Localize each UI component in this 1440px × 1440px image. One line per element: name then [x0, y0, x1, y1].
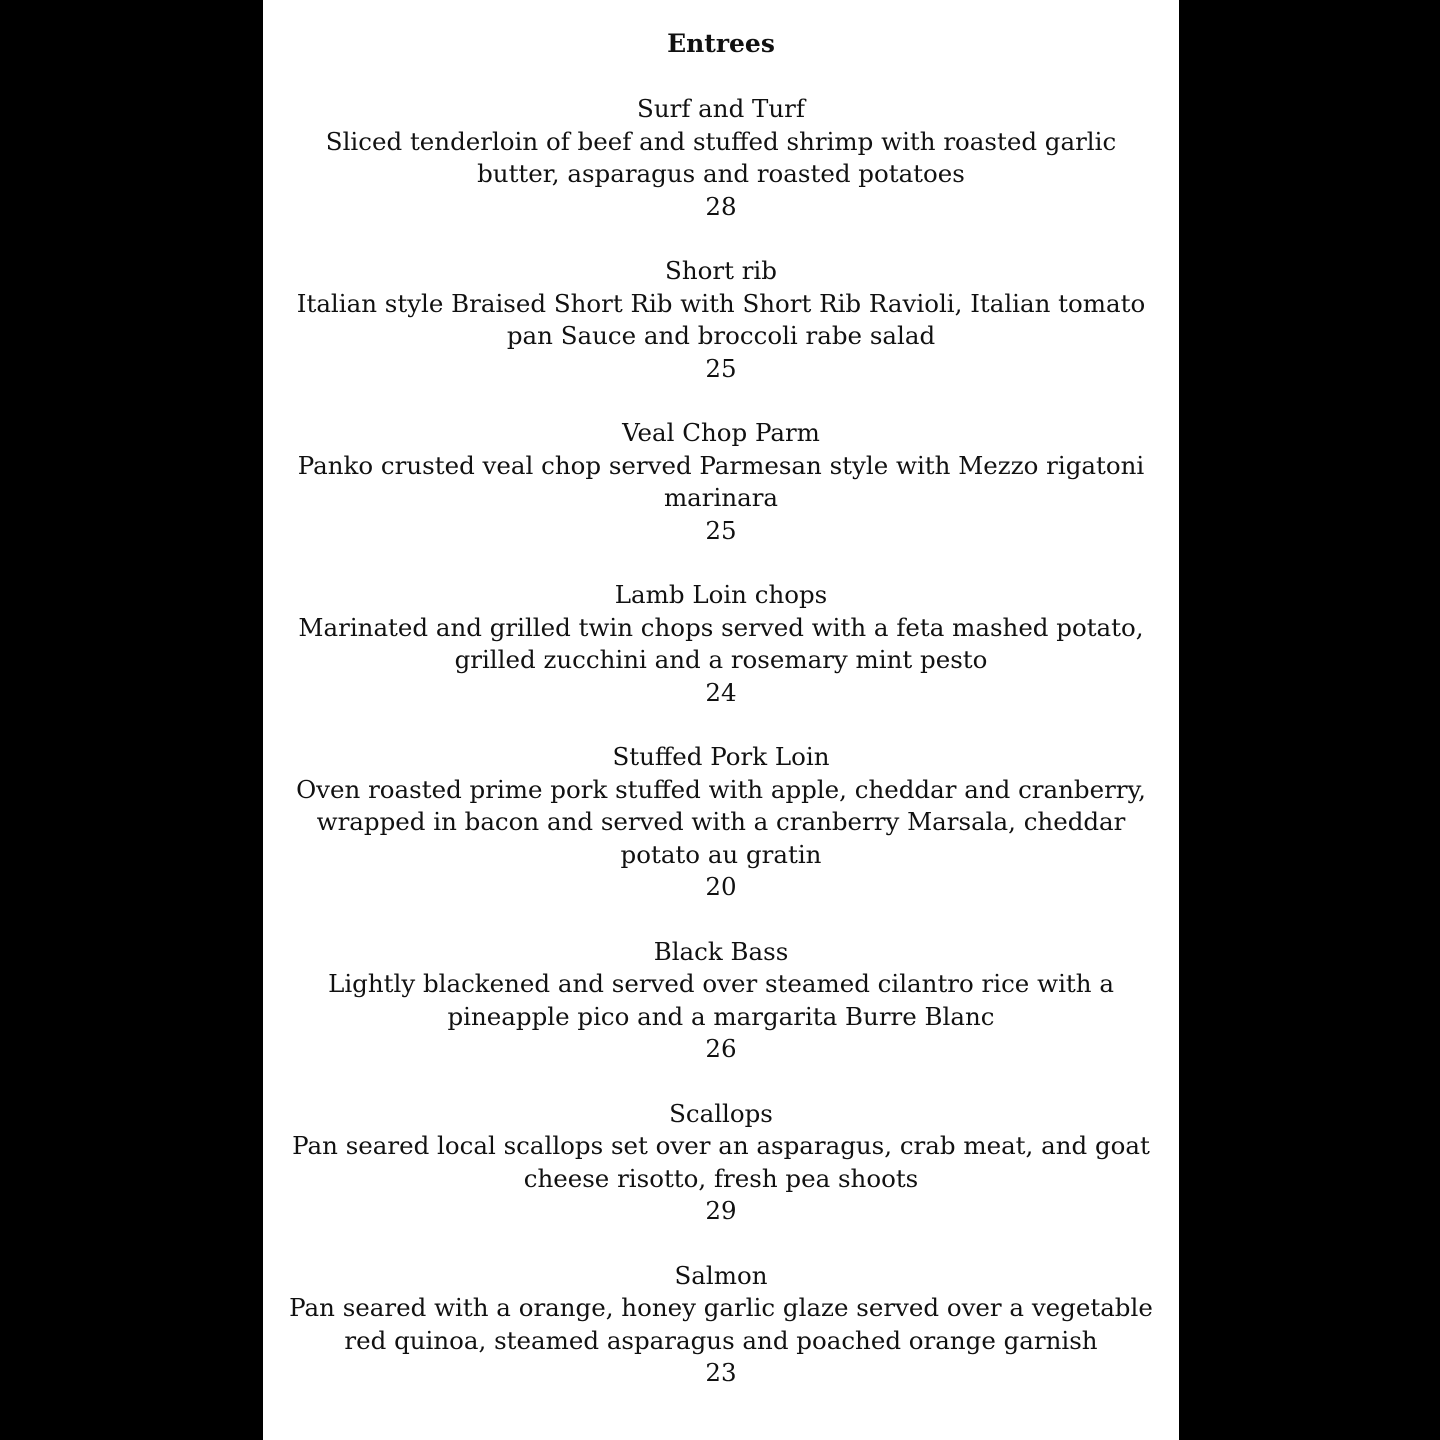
- item-price: 25: [705, 353, 737, 383]
- menu-title: Entrees: [667, 29, 775, 58]
- menu-item: [263, 417, 1179, 547]
- item-price: 23: [705, 1358, 737, 1387]
- item-price: 29: [705, 1196, 737, 1225]
- item-description: Panko crusted veal chop served Parmesan style with Mezzo rigatoni marinara: [297, 450, 1145, 512]
- menu-item: [263, 579, 1179, 709]
- item-price: 25: [705, 515, 737, 545]
- item-description: Marinated and grilled twin chops served with a feta mashed potato, grilled zucchini and a rosemary mint pesto: [298, 612, 1144, 674]
- item-description: Oven roasted prime pork stuffed with apple, cheddar and cranberry, wrapped in bacon and served with a cranberry Marsala, cheddar potato au gratin: [296, 774, 1146, 869]
- item-description: Pan seared with a orange, honey garlic glaze served over a vegetable red quinoa, steamed asparagus and poached orange garnish: [289, 1293, 1153, 1355]
- item-name: Short rib: [665, 256, 777, 285]
- menu-page: [263, 0, 1179, 1440]
- item-description: Lightly blackened and served over steamed cilantro rice with a pineapple pico and a margarita Burre Blanc: [328, 969, 1114, 1031]
- item-name: Salmon: [674, 1260, 768, 1290]
- item-name: Surf and Turf: [637, 94, 805, 123]
- menu-item: [263, 936, 1179, 1066]
- item-description: Sliced tenderloin of beef and stuffed shrimp with roasted garlic butter, asparagus and roasted potatoes: [325, 126, 1117, 188]
- menu-item: [263, 1260, 1179, 1390]
- item-name: Black Bass: [653, 936, 789, 966]
- item-price: 24: [705, 677, 737, 707]
- item-name: Veal Chop Parm: [622, 418, 820, 447]
- item-name: Stuffed Pork Loin: [612, 742, 830, 771]
- menu-item: [263, 93, 1179, 223]
- item-description: Pan seared local scallops set over an asparagus, crab meat, and goat cheese risotto, fresh pea shoots: [292, 1131, 1150, 1193]
- item-name: Lamb Loin chops: [614, 580, 828, 609]
- item-price: 28: [705, 191, 737, 221]
- menu-item: [263, 741, 1179, 904]
- menu-item: [263, 1098, 1179, 1228]
- item-description: Italian style Braised Short Rib with Short Rib Ravioli, Italian tomato pan Sauce and broccoli rabe salad: [296, 288, 1146, 350]
- item-price: 26: [705, 1034, 737, 1063]
- item-name: Scallops: [669, 1098, 773, 1128]
- menu-item: [263, 255, 1179, 385]
- item-price: 20: [705, 872, 737, 901]
